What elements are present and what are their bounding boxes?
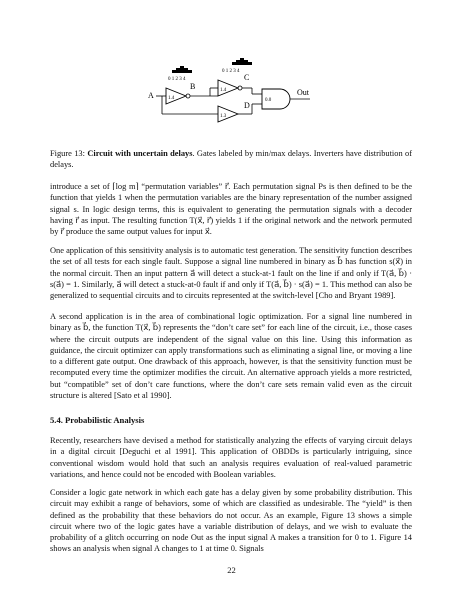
signal-label-b: B <box>190 82 196 91</box>
gate-b-delay-label: 1.4 <box>168 96 175 101</box>
gate-out-delay-label: 0.0 <box>265 98 272 103</box>
distribution-axis-label-1: 0 1 2 3 4 <box>168 77 186 82</box>
caption-title: Circuit with uncertain delays <box>87 149 193 158</box>
signal-label-d: D <box>244 101 250 110</box>
gate-d-delay-label: 1.3 <box>220 114 227 119</box>
caption-label: Figure 13: <box>50 149 85 158</box>
paragraph-test-generation: One application of this sensitivity analysis is to automatic test generation. The sensitivity function describes the set of all tests for each single fault. Suppose a signal line numbered in binary as b⃗ has function s(x⃗) in the normal circuit. Then an input pattern a⃗ will detect a stuck-at-1 fault on the line if and only if T(a⃗, b⃗) · s(a⃗) = 1. Similarly, a⃗ will detect a stuck-at-0 fault if and only if T(a⃗, b⃗) · s(a⃗) = 1. This method can also be generalized to sequential circuits and to circuits represented at the switch-level [Cho and Bryant 1989]. <box>50 246 412 301</box>
paragraph-logic-optimization: A second application is in the area of combinational logic optimization. For a signal line numbered in binary as b⃗, the function T(x⃗, b⃗) represents the “don’t care set” for each line of the circuit, i.e., those cases where the circuit outputs are independent of the signal value on this line. Using this information as guidance, the circuit optimizer can apply transformations such as eliminating a signal line, or moving a line to a different gate output. One drawback of this approach, however, is that the sensitivity function must be recomputed every time the optimizer modifies the circuit. An alternative approach yields a more restricted, but “compatible” set of don’t care functions, where the don’t care sets remain valid even as the circuit structure is altered [Sato et al 1990]. <box>50 312 412 401</box>
inverter-gate-c <box>218 73 249 96</box>
caption-text: . Gates labeled by min/max delays. Inverters have distribution of delays. <box>50 149 412 170</box>
delay-distribution-histogram-2 <box>222 58 252 74</box>
delay-distribution-histogram-1 <box>168 66 192 82</box>
page-number: 22 <box>227 565 236 575</box>
distribution-axis-label-2: 0 1 2 3 4 <box>222 69 240 74</box>
signal-label-out: Out <box>297 88 309 97</box>
paragraph-probabilistic-intro: Recently, researchers have devised a method for statistically analyzing the effects of varying circuit delays in a digital circuit [Deguchi et al 1991]. This application of OBDDs is particularly intriguing, since conventional wisdom would hold that such an analysis requires evaluation of real-valued parametric variations, and hence could not be encoded with Boolean variables. <box>50 436 412 479</box>
and-gate-out <box>262 89 290 109</box>
section-heading: 5.4. Probabilistic Analysis <box>50 415 145 425</box>
signal-label-a: A <box>148 91 154 100</box>
gate-d <box>218 101 250 122</box>
gate-c-delay-label: 1.4 <box>220 88 227 93</box>
paragraph-permutation-variables: introduce a set of ⌈log m⌉ “permutation variables” r⃗. Each permutation signal Ps is then defined to be the function that yields 1 when the permutation variables are the binary representation of the number assigned signal s. In logic design terms, this is equivalent to generating the permutation signals with a decoder having r⃗ as input. The resulting function T(x⃗, r⃗) yields 1 if the original network and the network permuted by r⃗ produce the same output values for input x⃗. <box>50 182 412 237</box>
circuit-diagram <box>140 58 320 138</box>
signal-label-c: C <box>244 73 250 82</box>
inverter-gate-b <box>166 82 195 104</box>
paragraph-yield: Consider a logic gate network in which each gate has a delay given by some probability distribution. This circuit may exhibit a range of behaviors, some of which are classified as undesirable. The “yield” is then defined as the probability that these behaviors do not occur. As an example, Figure 13 shows a simple circuit where two of the logic gates have a variable distribution of delays, and we wish to evaluate the probability of a glitch occurring on node Out as the input signal A makes a transition for 0 to 1. Figure 14 shows an analysis when signal A changes to 1 at time 0. Signals <box>50 488 412 554</box>
figure-caption <box>50 148 412 171</box>
